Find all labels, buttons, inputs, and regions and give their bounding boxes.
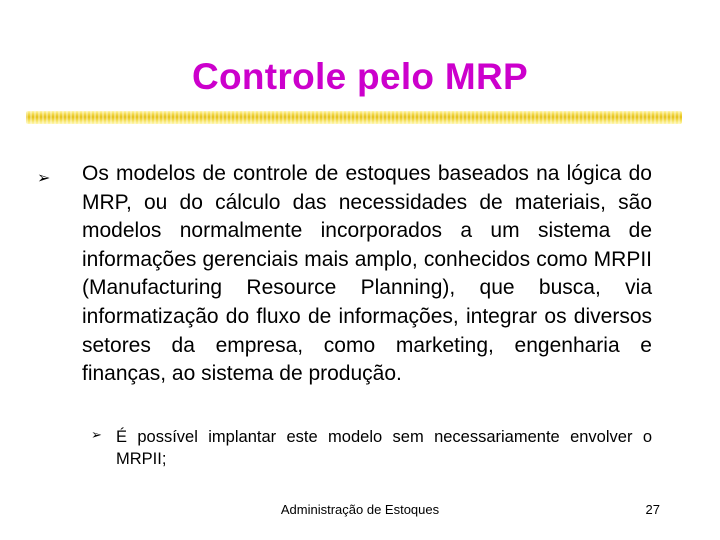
footer-title: Administração de Estoques bbox=[280, 502, 440, 517]
bullet-text-sub: É possível implantar este modelo sem necessariamente envolver o MRPII; bbox=[116, 428, 652, 468]
arrow-bullet-icon: ➢ bbox=[91, 428, 102, 443]
bullet-text-main: Os modelos de controle de estoques baseados na lógica do MRP, ou do cálculo das necessidades de materiais, são modelos normalmente incorporados a um sistema de informações gerenciais mais amplo, conhecidos como MRPII (Manufacturing Resource Planning), que busca, via informatização do fluxo de informações, integrar os diversos setores da empresa, como marketing, engenharia e finanças, ao sistema de produção. bbox=[82, 162, 652, 386]
title-divider bbox=[26, 111, 682, 124]
arrow-bullet-icon: ➢ bbox=[37, 168, 51, 187]
slide-title: Controle pelo MRP bbox=[191, 56, 529, 97]
page-number: 27 bbox=[645, 502, 660, 517]
